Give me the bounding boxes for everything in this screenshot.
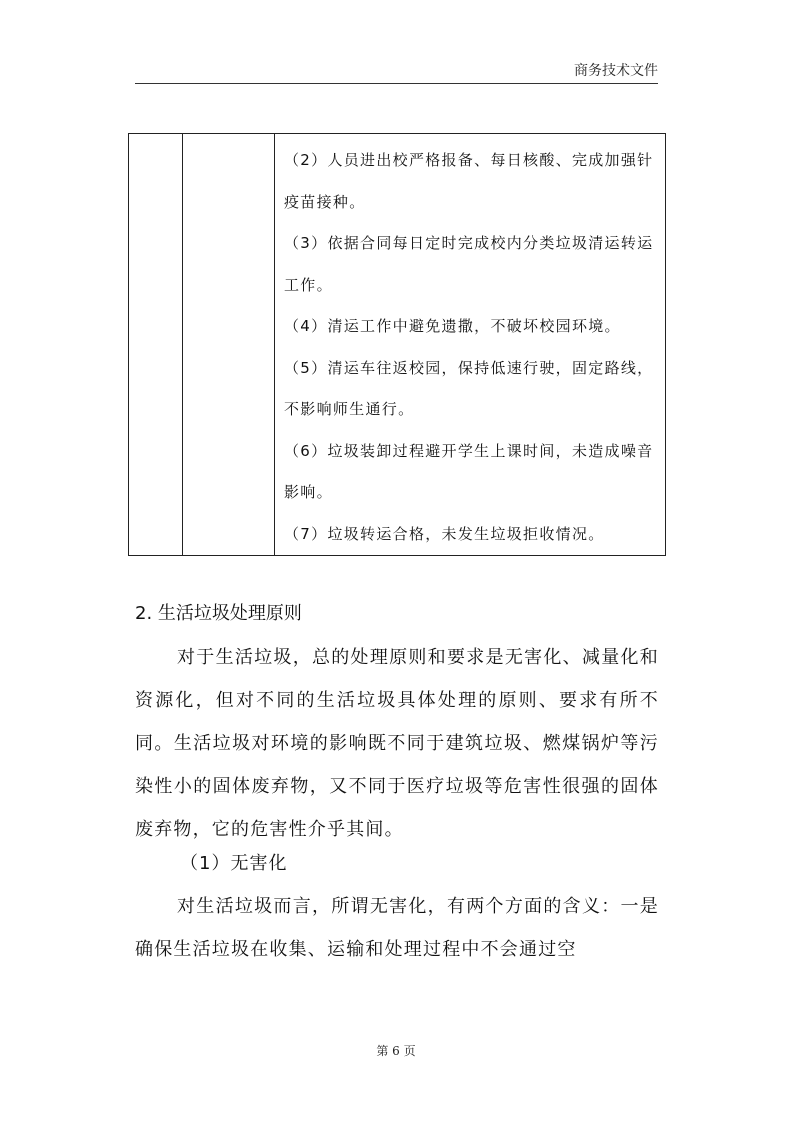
table-cell-requirements xyxy=(275,134,666,556)
section-heading: 2. 生活垃圾处理原则 xyxy=(135,603,302,624)
table-cell-empty-2 xyxy=(183,134,275,556)
header-divider xyxy=(135,83,658,84)
requirements-table xyxy=(128,133,666,556)
subsection-heading: （1）无害化 xyxy=(180,853,288,874)
body-paragraph-2: 对生活垃圾而言，所谓无害化，有两个方面的含义：一是确保生活垃圾在收集、运输和处理过程中不会通过空 xyxy=(135,896,659,960)
table-row xyxy=(129,134,666,556)
list-item: （4）清运工作中避免遗撒，不破坏校园环境。 xyxy=(284,317,621,335)
list-item: （6）垃圾装卸过程避开学生上课时间，未造成噪音影响。 xyxy=(284,441,654,501)
page-number: 第 6 页 xyxy=(376,1044,416,1058)
list-item: （7）垃圾转运合格，未发生垃圾拒收情况。 xyxy=(284,524,605,543)
table-cell-empty-1 xyxy=(129,134,183,556)
list-item: （3）依据合同每日定时完成校内分类垃圾清运转运工作。 xyxy=(284,234,654,294)
body-paragraph: 对于生活垃圾，总的处理原则和要求是无害化、减量化和资源化，但对不同的生活垃圾具体处理的原则、要求有所不同。生活垃圾对环境的影响既不同于建筑垃圾、燃煤锅炉等污染性小的固体废弃物，又不同于医疗垃圾等危害性很强的固体废弃物，它的危害性介乎其间。 xyxy=(135,647,659,840)
header-title: 商务技术文件 xyxy=(574,63,658,79)
list-item: （5）清运车往返校园，保持低速行驶，固定路线，不影响师生通行。 xyxy=(284,358,654,418)
list-item: （2）人员进出校严格报备、每日核酸、完成加强针疫苗接种。 xyxy=(284,151,654,211)
